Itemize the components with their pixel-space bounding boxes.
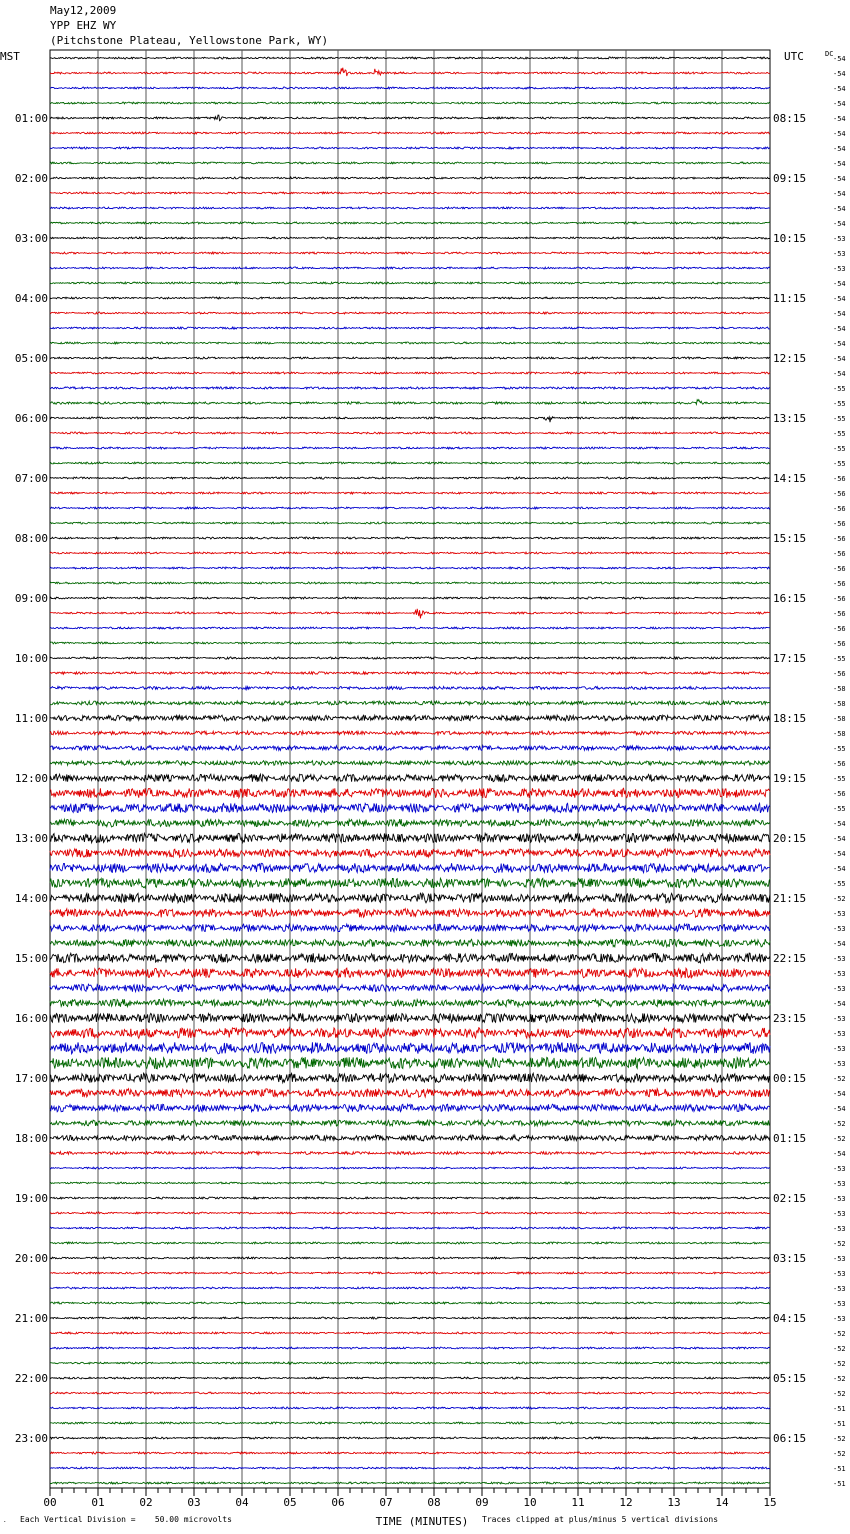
- trace-row: [50, 597, 770, 599]
- trace-row: [50, 68, 770, 76]
- trace-row: [50, 761, 770, 766]
- trace-row: [50, 1042, 770, 1054]
- dc-offset-label: -52: [833, 1330, 846, 1338]
- dc-offset-label: -56: [833, 625, 846, 633]
- dc-offset-label: -54: [833, 115, 846, 123]
- dc-offset-label: -55: [833, 430, 846, 438]
- dc-offset-label: -56: [833, 490, 846, 498]
- dc-offset-label: -53: [833, 1165, 846, 1173]
- trace-row: [50, 1347, 770, 1349]
- dc-offset-label: -54: [833, 55, 846, 63]
- mst-hour-label: 16:00: [14, 1012, 48, 1025]
- seismic-traces: [50, 57, 770, 1484]
- x-tick-label: 11: [571, 1496, 585, 1509]
- header-station: YPP EHZ WY: [50, 19, 117, 32]
- trace-row: [50, 297, 770, 299]
- dc-offset-label: -55: [833, 880, 846, 888]
- trace-row: [50, 909, 770, 918]
- dc-offset-label: -55: [833, 400, 846, 408]
- dc-offset-label: -52: [833, 1390, 846, 1398]
- x-tick-label: 04: [235, 1496, 249, 1509]
- dc-offset-label: -54: [833, 325, 846, 333]
- trace-row: [50, 1452, 770, 1454]
- dc-offset-label: -54: [833, 940, 846, 948]
- utc-hour-label: 19:15: [773, 772, 807, 785]
- dc-offset-label: -54: [833, 820, 846, 828]
- mst-hour-label: 10:00: [14, 652, 48, 665]
- dc-offset-label: -53: [833, 1180, 846, 1188]
- dc-offset-label: -58: [833, 700, 846, 708]
- dc-offset-label: -55: [833, 655, 846, 663]
- trace-row: [50, 1212, 770, 1214]
- trace-row: [50, 1482, 770, 1484]
- dc-offset-label: -56: [833, 640, 846, 648]
- trace-row: [50, 447, 770, 449]
- utc-hour-label: 20:15: [773, 832, 807, 845]
- utc-hour-label: 14:15: [773, 472, 807, 485]
- trace-row: [50, 1073, 770, 1083]
- utc-hour-label: 11:15: [773, 292, 807, 305]
- utc-hour-label: 22:15: [773, 952, 807, 965]
- trace-row: [50, 1135, 770, 1141]
- trace-row: [50, 878, 770, 888]
- trace-row: [50, 162, 770, 164]
- trace-row: [50, 582, 770, 584]
- trace-row: [50, 893, 770, 903]
- mst-hour-label: 06:00: [14, 412, 48, 425]
- trace-row: [50, 746, 770, 751]
- dc-offset-label: -54: [833, 1150, 846, 1158]
- dc-offset-label: -54: [833, 865, 846, 873]
- mst-hour-label: 09:00: [14, 592, 48, 605]
- mst-hour-label: 05:00: [14, 352, 48, 365]
- utc-hour-label: 15:15: [773, 532, 807, 545]
- dc-offset-label: -54: [833, 85, 846, 93]
- x-tick-label: 13: [667, 1496, 681, 1509]
- utc-hour-label: 00:15: [773, 1072, 807, 1085]
- trace-row: [50, 462, 770, 464]
- dc-label: DC: [825, 50, 834, 58]
- header-location: (Pitchstone Plateau, Yellowstone Park, WY): [50, 34, 329, 47]
- dc-offset-label: -52: [833, 895, 846, 903]
- trace-row: [50, 102, 770, 104]
- dc-offset-label: -54: [833, 295, 846, 303]
- dc-offset-label: -53: [833, 1255, 846, 1263]
- dc-offset-label: -54: [833, 70, 846, 78]
- trace-row: [50, 715, 770, 721]
- dc-offset-label: -53: [833, 955, 846, 963]
- x-tick-label: 01: [91, 1496, 105, 1509]
- trace-row: [50, 833, 770, 842]
- trace-row: [50, 87, 770, 89]
- x-tick-label: 15: [763, 1496, 777, 1509]
- trace-row: [50, 1028, 770, 1039]
- dc-offset-label: -53: [833, 1225, 846, 1233]
- trace-row: [50, 387, 770, 389]
- mst-hour-label: 13:00: [14, 832, 48, 845]
- trace-row: [50, 1332, 770, 1334]
- trace-row: [50, 968, 770, 978]
- x-tick-label: 03: [187, 1496, 201, 1509]
- dc-offset-label: -52: [833, 1435, 846, 1443]
- trace-row: [50, 537, 770, 539]
- trace-row: [50, 312, 770, 314]
- trace-row: [50, 731, 770, 735]
- dc-offset-label: -53: [833, 1045, 846, 1053]
- trace-row: [50, 1167, 770, 1169]
- dc-offset-label: -53: [833, 970, 846, 978]
- trace-row: [50, 642, 770, 644]
- trace-row: [50, 686, 770, 689]
- trace-row: [50, 1272, 770, 1274]
- mst-hour-label: 03:00: [14, 232, 48, 245]
- dc-offset-label: -54: [833, 370, 846, 378]
- dc-offset-label: -55: [833, 805, 846, 813]
- dc-offset-label: -53: [833, 1015, 846, 1023]
- utc-hour-label: 21:15: [773, 892, 807, 905]
- dc-offset-label: -53: [833, 1300, 846, 1308]
- x-tick-label: 02: [139, 1496, 153, 1509]
- dc-offset-label: -52: [833, 1345, 846, 1353]
- trace-row: [50, 657, 770, 659]
- mst-hour-label: 22:00: [14, 1372, 48, 1385]
- trace-row: [50, 177, 770, 179]
- utc-hour-label: 17:15: [773, 652, 807, 665]
- dc-offset-label: -54: [833, 175, 846, 183]
- trace-row: [50, 567, 770, 569]
- corner-mark: .: [3, 1517, 7, 1524]
- trace-row: [50, 252, 770, 254]
- x-tick-label: 07: [379, 1496, 393, 1509]
- dc-offset-label: -53: [833, 1030, 846, 1038]
- trace-row: [50, 147, 770, 149]
- trace-row: [50, 400, 770, 405]
- mst-hour-label: 02:00: [14, 172, 48, 185]
- dc-offset-label: -55: [833, 445, 846, 453]
- header-date: May12,2009: [50, 4, 117, 17]
- dc-offset-label: -55: [833, 775, 846, 783]
- dc-offset-label: -54: [833, 130, 846, 138]
- x-axis-title: TIME (MINUTES): [375, 1515, 469, 1528]
- utc-hour-label: 09:15: [773, 172, 807, 185]
- trace-row: [50, 1120, 770, 1126]
- trace-row: [50, 115, 770, 121]
- dc-offset-label: -55: [833, 460, 846, 468]
- trace-row: [50, 192, 770, 194]
- trace-row: [50, 1302, 770, 1304]
- trace-row: [50, 507, 770, 509]
- mst-hour-label: 12:00: [14, 772, 48, 785]
- x-tick-label: 12: [619, 1496, 633, 1509]
- dc-offset-label: -54: [833, 310, 846, 318]
- utc-hour-label: 05:15: [773, 1372, 807, 1385]
- x-tick-label: 09: [475, 1496, 489, 1509]
- dc-offset-label: -51: [833, 1405, 846, 1413]
- trace-row: [50, 1152, 770, 1155]
- dc-offset-label: -53: [833, 910, 846, 918]
- dc-offset-label: -53: [833, 1195, 846, 1203]
- dc-offset-label: -58: [833, 715, 846, 723]
- x-tick-label: 00: [43, 1496, 57, 1509]
- utc-axis-label: UTC: [784, 50, 804, 63]
- trace-row: [50, 999, 770, 1007]
- trace-row: [50, 267, 770, 269]
- dc-offset-label: -54: [833, 1090, 846, 1098]
- mst-hour-label: 15:00: [14, 952, 48, 965]
- dc-offset-label: -56: [833, 595, 846, 603]
- trace-row: [50, 788, 770, 798]
- trace-row: [50, 1242, 770, 1244]
- trace-row: [50, 1057, 770, 1069]
- trace-row: [50, 1362, 770, 1364]
- clip-note: Traces clipped at plus/minus 5 vertical divisions: [482, 1515, 719, 1524]
- dc-offset-label: -54: [833, 355, 846, 363]
- dc-offset-label: -54: [833, 340, 846, 348]
- trace-row: [50, 609, 770, 619]
- dc-offset-label: -56: [833, 505, 846, 513]
- dc-offset-label: -56: [833, 580, 846, 588]
- trace-row: [50, 1287, 770, 1289]
- trace-row: [50, 672, 770, 675]
- mst-hour-label: 17:00: [14, 1072, 48, 1085]
- trace-row: [50, 552, 770, 554]
- utc-hour-label: 23:15: [773, 1012, 807, 1025]
- trace-row: [50, 1392, 770, 1394]
- x-tick-label: 14: [715, 1496, 729, 1509]
- dc-offset-label: -51: [833, 1465, 846, 1473]
- x-tick-label: 05: [283, 1496, 297, 1509]
- dc-offset-label: -51: [833, 1480, 846, 1488]
- trace-row: [50, 1422, 770, 1424]
- trace-row: [50, 627, 770, 629]
- trace-row: [50, 1257, 770, 1259]
- dc-offset-label: -53: [833, 1210, 846, 1218]
- dc-offset-label: -54: [833, 160, 846, 168]
- trace-row: [50, 984, 770, 992]
- trace-row: [50, 372, 770, 374]
- x-tick-label: 10: [523, 1496, 537, 1509]
- dc-offset-label: -56: [833, 520, 846, 528]
- trace-row: [50, 207, 770, 209]
- dc-offset-label: -53: [833, 250, 846, 258]
- mst-hour-label: 14:00: [14, 892, 48, 905]
- utc-hour-label: 02:15: [773, 1192, 807, 1205]
- trace-row: [50, 924, 770, 932]
- dc-offset-label: -56: [833, 760, 846, 768]
- utc-hour-label: 08:15: [773, 112, 807, 125]
- trace-row: [50, 132, 770, 134]
- dc-offset-label: -52: [833, 1120, 846, 1128]
- dc-offset-label: -51: [833, 1420, 846, 1428]
- trace-row: [50, 939, 770, 947]
- dc-offset-label: -53: [833, 985, 846, 993]
- mst-hour-label: 19:00: [14, 1192, 48, 1205]
- dc-offset-label: -52: [833, 1240, 846, 1248]
- trace-row: [50, 863, 770, 873]
- mst-hour-label: 20:00: [14, 1252, 48, 1265]
- mst-hour-label: 08:00: [14, 532, 48, 545]
- trace-row: [50, 327, 770, 329]
- dc-offset-label: -52: [833, 1075, 846, 1083]
- dc-offset-label: -55: [833, 415, 846, 423]
- dc-offset-label: -58: [833, 730, 846, 738]
- utc-hour-label: 16:15: [773, 592, 807, 605]
- trace-row: [50, 57, 770, 59]
- trace-row: [50, 701, 770, 705]
- dc-offset-label: -54: [833, 835, 846, 843]
- mst-hour-label: 04:00: [14, 292, 48, 305]
- utc-hour-label: 04:15: [773, 1312, 807, 1325]
- utc-hour-label: 10:15: [773, 232, 807, 245]
- dc-offset-label: -54: [833, 145, 846, 153]
- dc-offset-label: -54: [833, 190, 846, 198]
- dc-offset-label: -53: [833, 235, 846, 243]
- trace-row: [50, 1089, 770, 1098]
- mst-axis-label: MST: [0, 50, 20, 63]
- dc-offset-label: -54: [833, 220, 846, 228]
- utc-hour-label: 06:15: [773, 1432, 807, 1445]
- trace-row: [50, 1182, 770, 1184]
- x-tick-label: 08: [427, 1496, 441, 1509]
- mst-hour-label: 23:00: [14, 1432, 48, 1445]
- dc-offset-label: -56: [833, 565, 846, 573]
- trace-row: [50, 774, 770, 782]
- utc-hour-label: 13:15: [773, 412, 807, 425]
- dc-offset-label: -52: [833, 1450, 846, 1458]
- utc-hour-label: 03:15: [773, 1252, 807, 1265]
- trace-row: [50, 1407, 770, 1409]
- x-tick-label: 06: [331, 1496, 345, 1509]
- dc-offset-label: -56: [833, 550, 846, 558]
- mst-hour-label: 21:00: [14, 1312, 48, 1325]
- dc-offset-label: -54: [833, 1105, 846, 1113]
- trace-row: [50, 1227, 770, 1229]
- trace-row: [50, 237, 770, 239]
- trace-row: [50, 849, 770, 858]
- utc-hour-label: 01:15: [773, 1132, 807, 1145]
- dc-offset-label: -56: [833, 790, 846, 798]
- dc-offset-label: -55: [833, 745, 846, 753]
- trace-row: [50, 1104, 770, 1112]
- trace-row: [50, 357, 770, 359]
- trace-row: [50, 522, 770, 524]
- mst-hour-label: 18:00: [14, 1132, 48, 1145]
- dc-offset-label: -53: [833, 1270, 846, 1278]
- trace-row: [50, 953, 770, 963]
- dc-offset-label: -56: [833, 670, 846, 678]
- dc-offset-label: -54: [833, 280, 846, 288]
- dc-offset-label: -56: [833, 610, 846, 618]
- trace-row: [50, 417, 770, 422]
- utc-hour-label: 12:15: [773, 352, 807, 365]
- dc-offset-label: -54: [833, 205, 846, 213]
- trace-row: [50, 1467, 770, 1469]
- mst-hour-label: 11:00: [14, 712, 48, 725]
- trace-row: [50, 1317, 770, 1319]
- trace-row: [50, 342, 770, 344]
- dc-offset-label: -53: [833, 925, 846, 933]
- dc-offset-label: -54: [833, 850, 846, 858]
- mst-hour-label: 07:00: [14, 472, 48, 485]
- trace-row: [50, 819, 770, 827]
- scale-note: Each Vertical Division = 50.00 microvolts: [20, 1515, 232, 1524]
- dc-offset-label: -53: [833, 1315, 846, 1323]
- trace-row: [50, 222, 770, 224]
- dc-offset-label: -56: [833, 535, 846, 543]
- trace-row: [50, 1197, 770, 1199]
- trace-row: [50, 803, 770, 813]
- trace-row: [50, 477, 770, 479]
- trace-row: [50, 1377, 770, 1379]
- dc-offset-label: -58: [833, 685, 846, 693]
- trace-row: [50, 492, 770, 494]
- dc-offset-label: -52: [833, 1360, 846, 1368]
- dc-offset-label: -55: [833, 385, 846, 393]
- mst-hour-label: 01:00: [14, 112, 48, 125]
- trace-row: [50, 432, 770, 434]
- dc-offset-label: -56: [833, 475, 846, 483]
- dc-offset-label: -54: [833, 1000, 846, 1008]
- dc-offset-label: -53: [833, 1285, 846, 1293]
- dc-offset-label: -52: [833, 1375, 846, 1383]
- trace-row: [50, 282, 770, 284]
- trace-row: [50, 1013, 770, 1022]
- dc-offset-label: -53: [833, 1060, 846, 1068]
- dc-offset-label: -54: [833, 100, 846, 108]
- dc-offset-label: -53: [833, 265, 846, 273]
- trace-row: [50, 1437, 770, 1439]
- dc-offset-label: -52: [833, 1135, 846, 1143]
- utc-hour-label: 18:15: [773, 712, 807, 725]
